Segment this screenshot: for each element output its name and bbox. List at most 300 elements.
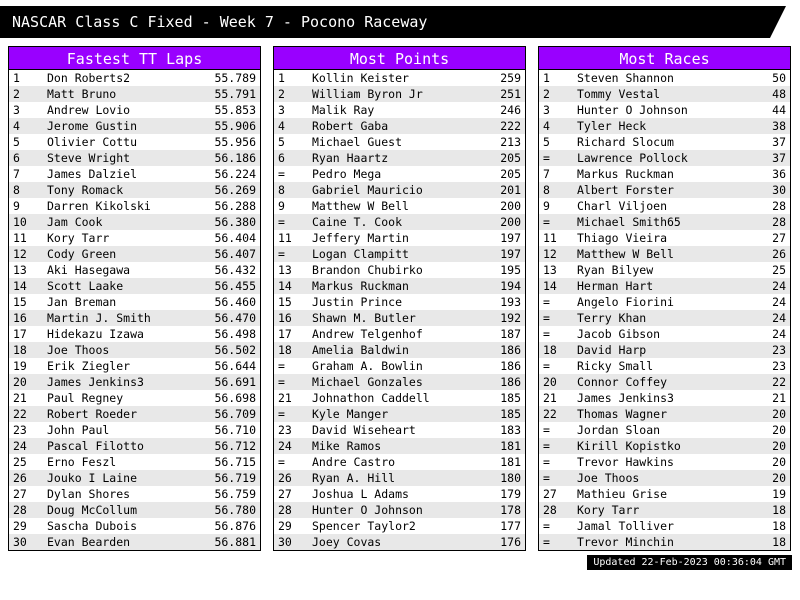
row-driver-name: Jerome Gustin [43,118,194,134]
row-position: 21 [9,390,44,406]
table-row [539,86,791,102]
row-value: 22 [724,374,791,390]
row-driver-name: Charl Viljoen [573,198,724,214]
row-driver-name: Dylan Shores [43,486,194,502]
table-row [539,102,791,118]
row-position: 16 [274,310,309,326]
row-position: 9 [539,198,574,214]
row-value: 26 [724,246,791,262]
row-driver-name: David Wiseheart [308,422,459,438]
row-position: 13 [274,262,309,278]
row-driver-name: Jan Breman [43,294,194,310]
table-row [274,262,526,278]
row-driver-name: Michael Smith65 [573,214,724,230]
row-driver-name: Michael Guest [308,134,459,150]
row-value: 259 [459,70,526,86]
row-driver-name: Doug McCollum [43,502,194,518]
row-position: 4 [274,118,309,134]
table-row [274,86,526,102]
row-value: 56.759 [194,486,261,502]
row-driver-name: James Jenkins3 [573,390,724,406]
row-driver-name: Aki Hasegawa [43,262,194,278]
fastest-tt-laps-body [9,70,261,551]
table-row [539,278,791,294]
row-driver-name: Tommy Vestal [573,86,724,102]
table-row [9,342,261,358]
table-row [274,502,526,518]
row-driver-name: Ryan Haartz [308,150,459,166]
row-value: 56.698 [194,390,261,406]
row-position: 2 [274,86,309,102]
row-value: 50 [724,70,791,86]
row-driver-name: Jouko I Laine [43,470,194,486]
row-value: 179 [459,486,526,502]
table-row [9,486,261,502]
table-row [9,86,261,102]
row-driver-name: Andre Castro [308,454,459,470]
table-row [9,134,261,150]
row-value: 55.956 [194,134,261,150]
row-driver-name: Joshua L Adams [308,486,459,502]
table-row [9,438,261,454]
most-races-body [539,70,791,551]
fastest-tt-laps-table [8,70,261,551]
table-row [9,246,261,262]
row-position: 1 [274,70,309,86]
row-position: 21 [274,390,309,406]
row-driver-name: James Dalziel [43,166,194,182]
row-value: 56.780 [194,502,261,518]
table-row [9,198,261,214]
table-row [274,150,526,166]
row-value: 213 [459,134,526,150]
row-value: 56.380 [194,214,261,230]
row-driver-name: Jacob Gibson [573,326,724,342]
table-row [539,438,791,454]
row-value: 20 [724,406,791,422]
table-row [539,198,791,214]
row-value: 185 [459,406,526,422]
row-position: 15 [274,294,309,310]
row-position: 8 [539,182,574,198]
row-position: 13 [539,262,574,278]
row-value: 37 [724,134,791,150]
row-driver-name: Logan Clampitt [308,246,459,262]
row-driver-name: Graham A. Bowlin [308,358,459,374]
row-position: 27 [274,486,309,502]
row-position: 19 [9,358,44,374]
row-value: 44 [724,102,791,118]
table-row [9,278,261,294]
table-row [539,294,791,310]
row-driver-name: Thiago Vieira [573,230,724,246]
table-row [539,214,791,230]
row-position: = [274,454,309,470]
row-driver-name: Markus Ruckman [308,278,459,294]
row-driver-name: Pascal Filotto [43,438,194,454]
row-driver-name: Herman Hart [573,278,724,294]
row-driver-name: Kory Tarr [573,502,724,518]
table-row [274,310,526,326]
row-value: 19 [724,486,791,502]
row-position: 7 [539,166,574,182]
table-row [274,118,526,134]
row-value: 27 [724,230,791,246]
table-row [274,166,526,182]
table-row [539,502,791,518]
row-position: = [539,294,574,310]
table-row [9,358,261,374]
row-driver-name: Thomas Wagner [573,406,724,422]
row-driver-name: Don Roberts2 [43,70,194,86]
row-driver-name: Steven Shannon [573,70,724,86]
row-position: 28 [9,502,44,518]
table-row [274,470,526,486]
table-row [9,166,261,182]
row-value: 180 [459,470,526,486]
table-row [274,486,526,502]
table-row [9,470,261,486]
row-driver-name: Tony Romack [43,182,194,198]
row-position: 18 [274,342,309,358]
row-value: 55.853 [194,102,261,118]
row-value: 37 [724,150,791,166]
row-value: 56.691 [194,374,261,390]
table-row [274,198,526,214]
row-value: 56.288 [194,198,261,214]
row-driver-name: Joey Covas [308,534,459,551]
row-value: 194 [459,278,526,294]
row-driver-name: Lawrence Pollock [573,150,724,166]
row-position: = [539,534,574,551]
row-driver-name: David Harp [573,342,724,358]
table-row [274,182,526,198]
row-position: 6 [9,150,44,166]
row-value: 181 [459,454,526,470]
table-row [539,182,791,198]
row-position: 28 [539,502,574,518]
row-position: = [539,422,574,438]
row-value: 56.881 [194,534,261,551]
row-value: 23 [724,342,791,358]
table-row [9,118,261,134]
table-row [9,310,261,326]
row-position: 28 [274,502,309,518]
table-row [9,262,261,278]
row-value: 56.502 [194,342,261,358]
row-value: 25 [724,262,791,278]
row-driver-name: Johnathon Caddell [308,390,459,406]
row-value: 56.876 [194,518,261,534]
row-driver-name: William Byron Jr [308,86,459,102]
table-row [274,518,526,534]
row-position: 26 [274,470,309,486]
row-value: 56.432 [194,262,261,278]
table-row [539,326,791,342]
row-position: 29 [274,518,309,534]
most-points-table [273,70,526,551]
row-driver-name: Caine T. Cook [308,214,459,230]
row-value: 23 [724,358,791,374]
row-value: 56.407 [194,246,261,262]
table-row [539,150,791,166]
row-value: 56.715 [194,454,261,470]
row-position: = [274,358,309,374]
row-value: 21 [724,390,791,406]
row-driver-name: Hunter O Johnson [308,502,459,518]
row-driver-name: Hunter O Johnson [573,102,724,118]
row-driver-name: Trevor Hawkins [573,454,724,470]
row-position: 14 [539,278,574,294]
row-driver-name: Mike Ramos [308,438,459,454]
table-row [9,422,261,438]
row-driver-name: Erno Feszl [43,454,194,470]
row-position: 24 [9,438,44,454]
table-row [539,422,791,438]
row-position: 4 [9,118,44,134]
row-driver-name: Malik Ray [308,102,459,118]
table-row [539,70,791,86]
table-row [274,294,526,310]
row-position: 27 [9,486,44,502]
row-value: 20 [724,438,791,454]
row-value: 192 [459,310,526,326]
row-position: 17 [9,326,44,342]
table-row [9,70,261,86]
table-row [9,294,261,310]
leaderboard-columns [8,46,792,551]
row-position: 3 [274,102,309,118]
row-position: 14 [9,278,44,294]
table-row [274,422,526,438]
table-row [274,342,526,358]
row-value: 36 [724,166,791,182]
row-value: 200 [459,198,526,214]
row-driver-name: Erik Ziegler [43,358,194,374]
column-fastest-tt-laps [8,46,261,551]
row-driver-name: Richard Slocum [573,134,724,150]
column-heading: Most Points [273,46,526,70]
row-value: 205 [459,150,526,166]
row-value: 186 [459,342,526,358]
row-position: = [539,358,574,374]
row-driver-name: Trevor Minchin [573,534,724,551]
row-driver-name: Andrew Lovio [43,102,194,118]
row-position: 8 [274,182,309,198]
row-value: 197 [459,246,526,262]
table-row [9,374,261,390]
row-driver-name: Joe Thoos [43,342,194,358]
page-title [0,6,770,38]
row-driver-name: Olivier Cottu [43,134,194,150]
row-driver-name: Kyle Manger [308,406,459,422]
row-driver-name: Ryan A. Hill [308,470,459,486]
row-position: 6 [274,150,309,166]
row-position: 3 [539,102,574,118]
table-row [274,246,526,262]
table-row [274,454,526,470]
row-value: 205 [459,166,526,182]
row-driver-name: Amelia Baldwin [308,342,459,358]
row-value: 48 [724,86,791,102]
row-value: 187 [459,326,526,342]
table-row [274,134,526,150]
row-position: 1 [9,70,44,86]
row-position: 12 [9,246,44,262]
row-position: 2 [539,86,574,102]
row-driver-name: Robert Roeder [43,406,194,422]
table-row [539,342,791,358]
table-row [9,150,261,166]
row-position: 1 [539,70,574,86]
row-value: 56.719 [194,470,261,486]
table-row [539,358,791,374]
row-position: 2 [9,86,44,102]
row-position: 17 [274,326,309,342]
table-row [274,214,526,230]
row-value: 193 [459,294,526,310]
row-value: 183 [459,422,526,438]
row-value: 56.644 [194,358,261,374]
row-position: = [274,214,309,230]
row-driver-name: James Jenkins3 [43,374,194,390]
row-driver-name: Steve Wright [43,150,194,166]
table-row [9,326,261,342]
table-row [539,470,791,486]
table-row [539,486,791,502]
row-position: 20 [539,374,574,390]
row-position: 5 [274,134,309,150]
row-position: 12 [539,246,574,262]
row-driver-name: Ryan Bilyew [573,262,724,278]
table-row [539,310,791,326]
row-value: 24 [724,326,791,342]
row-position: 15 [9,294,44,310]
row-driver-name: Justin Prince [308,294,459,310]
row-position: 22 [539,406,574,422]
row-position: 3 [9,102,44,118]
row-driver-name: Markus Ruckman [573,166,724,182]
row-position: 5 [9,134,44,150]
table-row [539,118,791,134]
row-driver-name: Tyler Heck [573,118,724,134]
row-position: = [539,214,574,230]
row-position: 4 [539,118,574,134]
row-position: 20 [9,374,44,390]
table-row [274,438,526,454]
row-position: 10 [9,214,44,230]
column-heading: Fastest TT Laps [8,46,261,70]
row-driver-name: Gabriel Mauricio [308,182,459,198]
row-driver-name: Sascha Dubois [43,518,194,534]
row-driver-name: Connor Coffey [573,374,724,390]
table-row [274,70,526,86]
row-value: 20 [724,454,791,470]
row-driver-name: Matthew W Bell [573,246,724,262]
row-position: 8 [9,182,44,198]
row-driver-name: Angelo Fiorini [573,294,724,310]
row-value: 28 [724,198,791,214]
row-driver-name: Jeffery Martin [308,230,459,246]
row-value: 18 [724,502,791,518]
row-driver-name: Kollin Keister [308,70,459,86]
row-driver-name: Kory Tarr [43,230,194,246]
row-position: 9 [9,198,44,214]
row-value: 55.789 [194,70,261,86]
title-bar-corner [770,6,786,38]
row-value: 251 [459,86,526,102]
row-position: 5 [539,134,574,150]
row-driver-name: Jamal Tolliver [573,518,724,534]
table-row [539,534,791,551]
row-value: 181 [459,438,526,454]
column-heading: Most Races [538,46,791,70]
table-row [9,214,261,230]
row-position: = [539,470,574,486]
row-position: = [274,374,309,390]
table-row [539,262,791,278]
row-position: 29 [9,518,44,534]
row-position: 23 [274,422,309,438]
row-driver-name: Jordan Sloan [573,422,724,438]
row-value: 195 [459,262,526,278]
table-row [9,502,261,518]
row-value: 55.906 [194,118,261,134]
row-driver-name: Martin J. Smith [43,310,194,326]
row-value: 24 [724,278,791,294]
table-row [274,534,526,551]
row-driver-name: Terry Khan [573,310,724,326]
row-value: 56.712 [194,438,261,454]
row-position: = [539,310,574,326]
row-value: 18 [724,534,791,551]
column-most-races [538,46,791,551]
row-value: 178 [459,502,526,518]
row-value: 28 [724,214,791,230]
table-row [539,390,791,406]
table-row [274,102,526,118]
row-value: 56.186 [194,150,261,166]
row-driver-name: Matthew W Bell [308,198,459,214]
row-driver-name: Shawn M. Butler [308,310,459,326]
row-value: 200 [459,214,526,230]
row-value: 177 [459,518,526,534]
row-position: = [539,326,574,342]
row-position: = [274,246,309,262]
row-position: 11 [274,230,309,246]
column-most-points [273,46,526,551]
row-position: 24 [274,438,309,454]
most-races-table [538,70,791,551]
row-driver-name: Brandon Chubirko [308,262,459,278]
table-row [539,230,791,246]
table-row [539,246,791,262]
table-row [9,230,261,246]
row-driver-name: Cody Green [43,246,194,262]
row-position: = [539,454,574,470]
row-value: 246 [459,102,526,118]
row-driver-name: Andrew Telgenhof [308,326,459,342]
row-driver-name: Kirill Kopistko [573,438,724,454]
row-position: = [539,438,574,454]
row-driver-name: Hidekazu Izawa [43,326,194,342]
row-value: 56.470 [194,310,261,326]
row-value: 185 [459,390,526,406]
row-value: 55.791 [194,86,261,102]
row-position: 7 [9,166,44,182]
row-driver-name: Robert Gaba [308,118,459,134]
row-value: 24 [724,294,791,310]
